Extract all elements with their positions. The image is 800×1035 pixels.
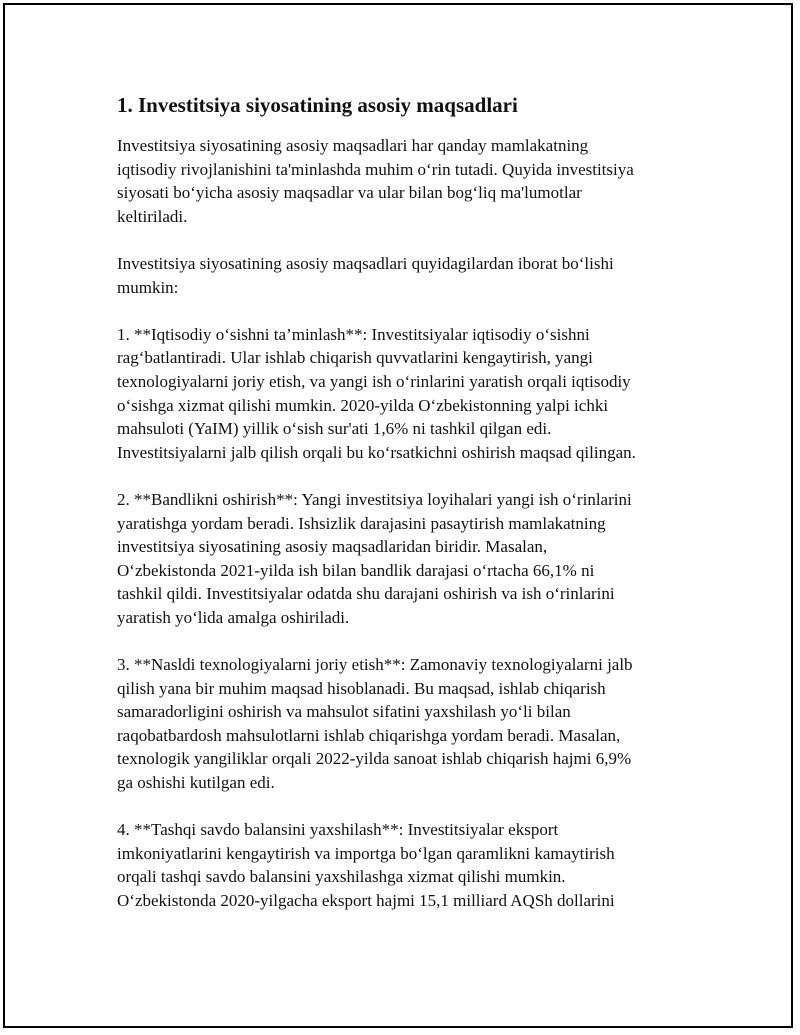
paragraph-line: ga oshishi kutilgan edi. (117, 773, 275, 793)
paragraph-line: imkoniyatlarini kengaytirish va importga bo‘lgan qaramlikni kamaytirish (117, 843, 615, 863)
paragraph (117, 134, 687, 228)
paragraph-line: keltiriladi. (117, 206, 188, 226)
paragraph-line: siyosati bo‘yicha asosiy maqsadlar va ular bilan bog‘liq ma'lumotlar (117, 183, 582, 203)
paragraph-line: Investitsiya siyosatining asosiy maqsadlari quyidagilardan iborat bo‘lishi (117, 253, 614, 273)
paragraph (117, 252, 687, 299)
paragraph-line: 3. **Nasldi texnologiyalarni joriy etish**: Zamonaviy texnologiyalarni jalb (117, 655, 633, 675)
paragraph-list (117, 134, 687, 913)
paragraph-line: investitsiya siyosatining asosiy maqsadlaridan biridir. Masalan, (117, 537, 548, 557)
paragraph-line: yaratish yo‘lida amalga oshiriladi. (117, 607, 350, 627)
paragraph-line: iqtisodiy rivojlanishini ta'minlashda muhim o‘rin tutadi. Quyida investitsiya (117, 159, 634, 179)
paragraph-line: o‘sishga xizmat qilishi mumkin. 2020-yilda O‘zbekistonning yalpi ichki (117, 395, 609, 415)
paragraph (117, 488, 687, 630)
paragraph-line: orqali tashqi savdo balansini yaxshilashga xizmat qilishi mumkin. (117, 867, 566, 887)
paragraph-line: 2. **Bandlikni oshirish**: Yangi investitsiya loyihalari yangi ish o‘rinlarini (117, 489, 632, 509)
section-heading: 1. Investitsiya siyosatining asosiy maqsadlari (117, 93, 518, 117)
paragraph-line: rag‘batlantiradi. Ular ishlab chiqarish quvvatlarini kengaytirish, yangi (117, 348, 593, 368)
paragraph-line: tashkil qildi. Investitsiyalar odatda shu darajani oshirish va ish o‘rinlarini (117, 584, 615, 604)
paragraph-line: O‘zbekistonda 2020-yilgacha eksport hajmi 15,1 milliard AQSh dollarini (117, 891, 615, 910)
paragraph (117, 818, 687, 912)
paragraph-line: texnologiyalarni joriy etish, va yangi ish o‘rinlarini yaratish orqali iqtisodiy (117, 371, 631, 391)
paragraph-line: 1. **Iqtisodiy o‘sishni ta’minlash**: Investitsiyalar iqtisodiy o‘sishni (117, 324, 590, 344)
paragraph (117, 653, 687, 795)
paragraph-line: yaratishga yordam beradi. Ishsizlik darajasini pasaytirish mamlakatning (117, 513, 606, 533)
paragraph-line: mahsuloti (YaIM) yillik o‘sish sur'ati 1,6% ni tashkil qilgan edi. (117, 419, 552, 439)
paragraph-line: samaradorligini oshirish va mahsulot sifatini yaxshilash yo‘li bilan (117, 702, 571, 722)
paragraph-line: raqobatbardosh mahsulotlarni ishlab chiqarishga yordam beradi. Masalan, (117, 725, 621, 745)
document-body (117, 92, 687, 936)
paragraph (117, 323, 687, 465)
paragraph-line: 4. **Tashqi savdo balansini yaxshilash**: Investitsiyalar eksport (117, 820, 559, 840)
paragraph-line: qilish yana bir muhim maqsad hisoblanadi. Bu maqsad, ishlab chiqarish (117, 678, 606, 698)
paragraph-line: Investitsiyalarni jalb qilish orqali bu ko‘rsatkichni oshirish maqsad qilingan. (117, 442, 636, 462)
paragraph-line: O‘zbekistonda 2021-yilda ish bilan bandlik darajasi o‘rtacha 66,1% ni (117, 560, 595, 580)
paragraph-line: texnologik yangiliklar orqali 2022-yilda sanoat ishlab chiqarish hajmi 6,9% (117, 749, 632, 769)
paragraph-line: mumkin: (117, 277, 179, 297)
paragraph-line: Investitsiya siyosatining asosiy maqsadlari har qanday mamlakatning (117, 136, 589, 155)
